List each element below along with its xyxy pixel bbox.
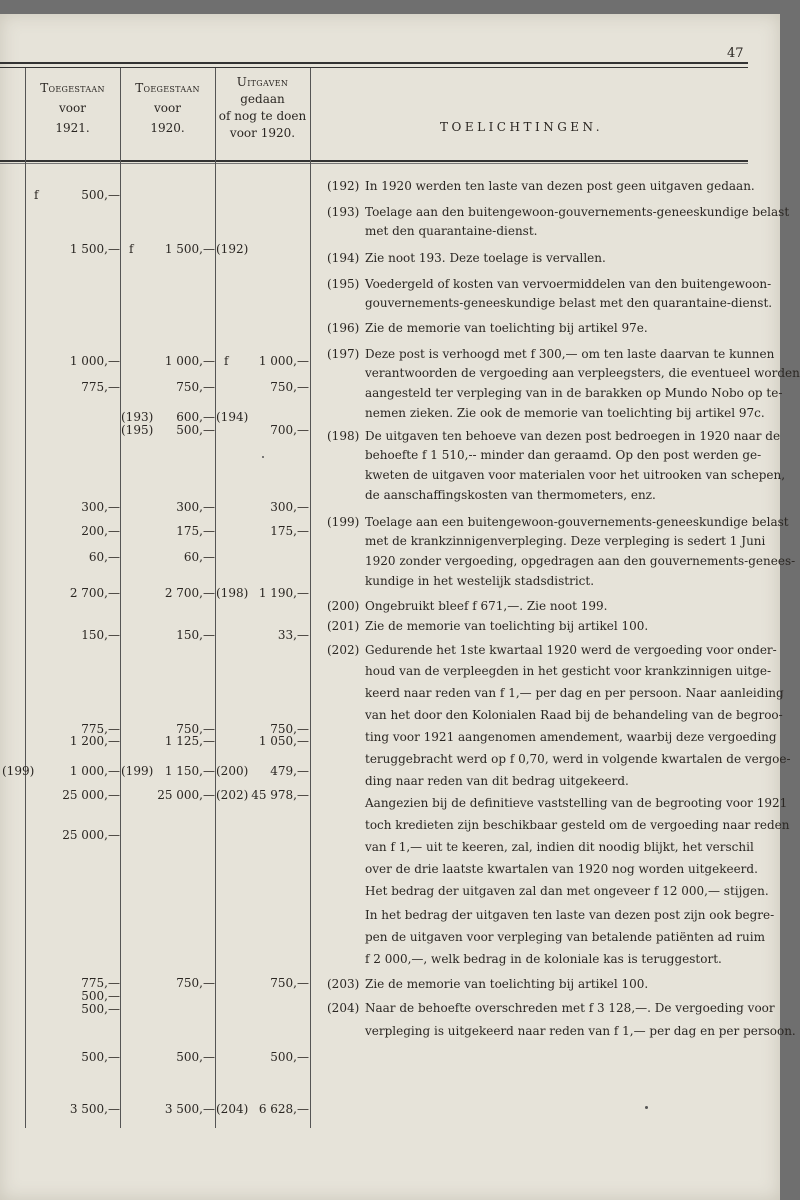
col-divider-2 (120, 68, 121, 1128)
c1-amount: 3 500,— (69, 1102, 120, 1116)
header-col1 (25, 78, 120, 138)
note-number: (193) (327, 205, 360, 219)
note-200 (327, 598, 607, 614)
header-col3-line3: of nog te doen (218, 109, 307, 123)
c2-f: f (129, 242, 134, 256)
c3-amount: 1 190,— (258, 586, 309, 600)
header-col2 (120, 78, 215, 138)
note-line: verantwoorden de vergoeding aan verpleegsters, die eventueel worden (365, 366, 800, 380)
c1-ref: (199) (2, 764, 35, 778)
note-number: (200) (327, 599, 360, 613)
c3-amount: 750,— (270, 976, 309, 990)
c1-amount: 25 000,— (62, 788, 120, 802)
c1-amount: 500,— (81, 989, 120, 1003)
note-line: met de krankzinnigenverpleging. Deze verpleging is sedert 1 Juni (365, 534, 766, 548)
note-number: (201) (327, 619, 360, 633)
note-line: behoefte f 1 510,-- minder dan geraamd. Op den post werden ge- (365, 448, 762, 462)
note-line: Zie de memorie van toelichting bij artikel 100. (365, 977, 649, 991)
c3-amount: 33,— (277, 628, 309, 642)
c3-amount: 45 978,— (251, 788, 309, 802)
note-196 (327, 320, 648, 336)
note-number: (197) (327, 347, 360, 361)
c2-amount: 750,— (176, 380, 215, 394)
note-line: verpleging is uitgekeerd naar reden van f 1,— per dag en per persoon. (365, 1024, 796, 1038)
note-line: van het door den Kolonialen Raad bij de behandeling van de begroo- (365, 708, 783, 722)
note-line: van f 1,— uit te keeren, zal, indien dit noodig blijkt, het verschil (365, 840, 754, 854)
note-line: gouvernements-geneeskundige belast met den quarantaine-dienst. (365, 296, 773, 310)
note-line: over de drie laatste kwartalen van 1920 nog worden uitgekeerd. (365, 862, 758, 876)
header-col3-line4: voor 1920. (229, 126, 296, 140)
c2-amount: 500,— (176, 1050, 215, 1064)
note-line: Zie de memorie van toelichting bij artikel 97e. (365, 321, 648, 335)
c2-amount: 600,— (176, 410, 215, 424)
document-page (0, 14, 800, 1200)
c1-amount: 60,— (88, 550, 120, 564)
c2-amount: 1 500,— (164, 242, 215, 256)
note-number: (196) (327, 321, 360, 335)
note-number: (203) (327, 977, 360, 991)
note-202 (327, 642, 777, 658)
c2-ref: (193) (121, 410, 154, 424)
note-line: toch kredieten zijn beschikbaar gesteld om de vergoeding naar reden (365, 818, 790, 832)
col-divider-4 (310, 68, 311, 1128)
note-line: pen de uitgaven voor verpleging van betalende patiënten ad ruim (365, 930, 765, 944)
note-line: met den quarantaine-dienst. (365, 224, 538, 238)
c3-ref: (192) (216, 242, 249, 256)
c2-amount: 1 125,— (164, 734, 215, 748)
note-number: (199) (327, 515, 360, 529)
c3-amount: 500,— (270, 1050, 309, 1064)
c2-ref: (195) (121, 423, 154, 437)
c1-amount: 300,— (81, 500, 120, 514)
c1-amount: 2 700,— (69, 586, 120, 600)
note-number: (195) (327, 277, 360, 291)
note-line: teruggebracht werd op f 0,70, werd in volgende kwartalen de vergoe- (365, 752, 791, 766)
header-rule-thin (0, 163, 748, 164)
c1-amount: 775,— (81, 722, 120, 736)
note-number: (194) (327, 251, 360, 265)
note-line: Naar de behoefte overschreden met f 3 128,—. De vergoeding voor (365, 1001, 775, 1015)
c3-amount: 300,— (270, 500, 309, 514)
note-line: De uitgaven ten behoeve van dezen post bedroegen in 1920 naar de (365, 429, 781, 443)
c3-amount: 750,— (270, 380, 309, 394)
note-193 (327, 204, 789, 220)
c3-amount: 175,— (270, 524, 309, 538)
note-204 (327, 1000, 775, 1016)
note-line: kundige in het westelijk stadsdistrict. (365, 574, 595, 588)
c3-ref: (202) (216, 788, 249, 802)
header-col2-line1: Toegestaan (135, 81, 200, 95)
note-line: ting voor 1921 aangenomen amendement, waarbij deze vergoeding (365, 730, 777, 744)
note-line: In het bedrag der uitgaven ten laste van dezen post zijn ook begre- (365, 908, 775, 922)
header-col3-line2: gedaan (240, 92, 285, 106)
c2-amount: 175,— (176, 524, 215, 538)
note-line: nemen zieken. Zie ook de memorie van toelichting bij artikel 97c. (365, 406, 765, 420)
top-rule-thin (0, 67, 748, 68)
c3-amount: 750,— (270, 722, 309, 736)
c3-ref: (204) (216, 1102, 249, 1116)
c2-amount: 2 700,— (164, 586, 215, 600)
col-divider-1 (25, 68, 26, 1128)
note-line: keerd naar reden van f 1,— per dag en per persoon. Naar aanleiding (365, 686, 784, 700)
note-line: Het bedrag der uitgaven zal dan met ongeveer f 12 000,— stijgen. (365, 884, 769, 898)
header-col2-line3: 1920. (150, 121, 185, 135)
c1-amount: 500,— (81, 1002, 120, 1016)
speck (262, 456, 264, 458)
c3-ref: (198) (216, 586, 249, 600)
note-195 (327, 276, 771, 292)
header-col3 (215, 74, 310, 142)
c2-amount: 150,— (176, 628, 215, 642)
note-line: Zie de memorie van toelichting bij artikel 100. (365, 619, 649, 633)
c3-amount: 1 050,— (258, 734, 309, 748)
c2-amount: 3 500,— (164, 1102, 215, 1116)
header-col3-line1: Uitgaven (236, 75, 289, 89)
note-197 (327, 346, 774, 362)
note-line: In 1920 werden ten laste van dezen post geen uitgaven gedaan. (365, 179, 755, 193)
note-line: Toelage aan den buitengewoon-gouvernements-geneeskundige belast (365, 205, 790, 219)
header-col1-line2: voor (59, 101, 86, 115)
note-201 (327, 618, 648, 634)
c2-amount: 1 000,— (164, 354, 215, 368)
c2-amount: 500,— (176, 423, 215, 437)
note-line: Zie noot 193. Deze toelage is vervallen. (365, 251, 606, 265)
c2-ref: (199) (121, 764, 154, 778)
c2-amount: 750,— (176, 722, 215, 736)
c1-amount: 500,— (81, 1050, 120, 1064)
c3-f: f (224, 354, 229, 368)
c3-amount: 479,— (270, 764, 309, 778)
note-199 (327, 514, 789, 530)
c1-amount: 1 000,— (69, 354, 120, 368)
note-number: (192) (327, 179, 360, 193)
c1-amount: 200,— (81, 524, 120, 538)
c3-amount: 700,— (270, 423, 309, 437)
note-line: Gedurende het 1ste kwartaal 1920 werd de vergoeding voor onder- (365, 643, 777, 657)
c3-amount: 1 000,— (258, 354, 309, 368)
c1-amount: 1 500,— (69, 242, 120, 256)
note-number: (204) (327, 1001, 360, 1015)
note-line: Deze post is verhoogd met f 300,— om ten laste daarvan te kunnen (365, 347, 775, 361)
note-line: ding naar reden van dit bedrag uitgekeerd. (365, 774, 629, 788)
note-number: (202) (327, 643, 360, 657)
c1-amount: 1 200,— (69, 734, 120, 748)
note-line: de aanschaffingskosten van thermometers, enz. (365, 488, 656, 502)
header-col2-line2: voor (154, 101, 181, 115)
c1-amount: 1 000,— (69, 764, 120, 778)
c2-amount: 1 150,— (164, 764, 215, 778)
top-rule (0, 62, 748, 64)
c1-amount: 25 000,— (62, 828, 120, 842)
c1-f: f (34, 188, 39, 202)
c3-ref: (200) (216, 764, 249, 778)
note-line: f 2 000,—, welk bedrag in de koloniale kas is teruggestort. (365, 952, 722, 966)
note-line: kweten de uitgaven voor materialen voor het uitrooken van schepen, (365, 468, 786, 482)
note-198 (327, 428, 780, 444)
c2-amount: 60,— (183, 550, 215, 564)
note-line: Toelage aan een buitengewoon-gouvernements-geneeskundige belast (365, 515, 789, 529)
note-194 (327, 250, 606, 266)
note-line: Ongebruikt bleef f 671,—. Zie noot 199. (365, 599, 608, 613)
note-203 (327, 976, 648, 992)
c1-amount: 500,— (81, 188, 120, 202)
note-line: aangesteld ter verpleging van in de barakken op Mundo Nobo op te- (365, 386, 783, 400)
c2-amount: 25 000,— (157, 788, 215, 802)
header-col1-line3: 1921. (55, 121, 90, 135)
note-line: houd van de verpleegden in het gesticht voor krankzinnigen uitge- (365, 664, 772, 678)
note-line: Aangezien bij de definitieve vaststelling van de begrooting voor 1921 (365, 796, 788, 810)
c3-ref: (194) (216, 410, 249, 424)
c3-amount: 6 628,— (258, 1102, 309, 1116)
speck (645, 1106, 648, 1109)
note-line: 1920 zonder vergoeding, opgedragen aan den gouvernements-genees- (365, 554, 796, 568)
header-toelichtingen: TOELICHTINGEN. (440, 120, 604, 134)
c1-amount: 775,— (81, 976, 120, 990)
header-rule (0, 160, 748, 162)
c2-amount: 300,— (176, 500, 215, 514)
c1-amount: 775,— (81, 380, 120, 394)
note-192 (327, 178, 755, 194)
c1-amount: 150,— (81, 628, 120, 642)
c2-amount: 750,— (176, 976, 215, 990)
note-line: Voedergeld of kosten van vervoermiddelen van den buitengewoon- (365, 277, 772, 291)
header-col1-line1: Toegestaan (40, 81, 105, 95)
note-number: (198) (327, 429, 360, 443)
page-number: 47 (727, 46, 744, 61)
